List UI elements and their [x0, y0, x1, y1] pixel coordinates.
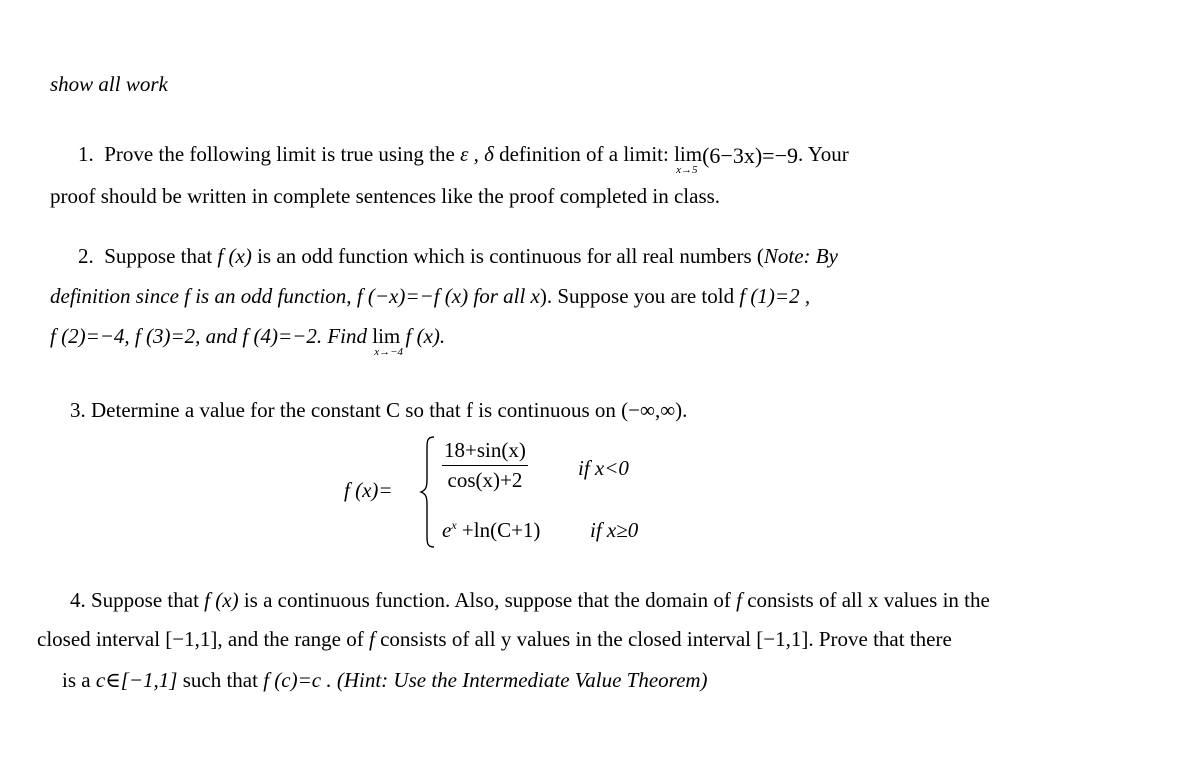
problem-3-number: 3. — [70, 398, 86, 422]
case-1-condition: if x<0 — [578, 456, 629, 480]
limit-expression: (6−3x)=−9 — [702, 143, 798, 168]
function-fx: f (x) — [217, 244, 252, 268]
limit-subscript-2: x→−4 — [374, 346, 404, 358]
note-label: Note: By — [763, 244, 838, 268]
limit-subscript: x→5 — [676, 164, 698, 176]
hint-text: (Hint: Use the Intermediate Value Theorem) — [336, 668, 708, 692]
problem-4-line-3: is a c∈[−1,1] such that f (c)=c . (Hint: Use the Intermediate Value Theorem) — [62, 668, 708, 692]
problem-4-line-2: closed interval [−1,1], and the range of f consists of all y values in the closed interval [−1,1]. Prove that there — [37, 627, 952, 651]
limit-notation: lim x→5 — [674, 142, 703, 176]
interval-notation: (−∞,∞). — [621, 398, 688, 422]
problem-2-number: 2. — [78, 244, 94, 268]
problem-4-line-1: 4. Suppose that f (x) is a continuous function. Also, suppose that the domain of f consists of all x values in the — [70, 588, 990, 612]
problem-1-text-c: . Your — [797, 142, 849, 166]
problem-2-line-1: 2. Suppose that f (x) is an odd function which is continuous for all real numbers (Note: By — [78, 244, 838, 268]
epsilon-delta-symbols: ε , δ — [460, 142, 494, 166]
problem-3-line-1: 3. Determine a value for the constant C so that f is continuous on (−∞,∞). — [70, 398, 688, 422]
problem-2-line-2: definition since f is an odd function, f (−x)=−f (x) for all x). Suppose you are told f (1)=2 , — [50, 284, 811, 308]
odd-function-equation: f (−x)=−f (x) — [356, 284, 469, 308]
case-1-fraction — [442, 438, 528, 493]
fraction-numerator: 18+sin(x) — [442, 438, 528, 466]
limit-notation-2: lim x→−4 — [372, 324, 404, 358]
left-brace-icon — [418, 435, 438, 549]
problem-4-number: 4. — [70, 588, 86, 612]
piecewise-lhs: f (x)= — [344, 478, 393, 502]
closed-interval: [−1,1] — [165, 627, 218, 651]
piecewise-function — [344, 432, 704, 554]
case-2-condition: if x≥0 — [590, 518, 639, 542]
problem-1-line-2: proof should be written in complete sentences like the proof completed in class. — [50, 184, 721, 208]
instruction-text: show all work — [50, 72, 168, 96]
case-2-expression: $e^x +\ln(C+1)$ — [442, 518, 541, 542]
problem-1-text-a: Prove the following limit is true using the — [104, 142, 455, 166]
problem-1-number: 1. — [78, 142, 94, 166]
problem-1-line-1 — [78, 142, 849, 176]
problem-1-text-b: definition of a limit: — [499, 142, 669, 166]
problem-2-line-3: f (2)=−4, f (3)=2, and f (4)=−2. Find lim x→−4 f (x). — [50, 324, 446, 358]
fraction-denominator: cos(x)+2 — [447, 468, 523, 492]
